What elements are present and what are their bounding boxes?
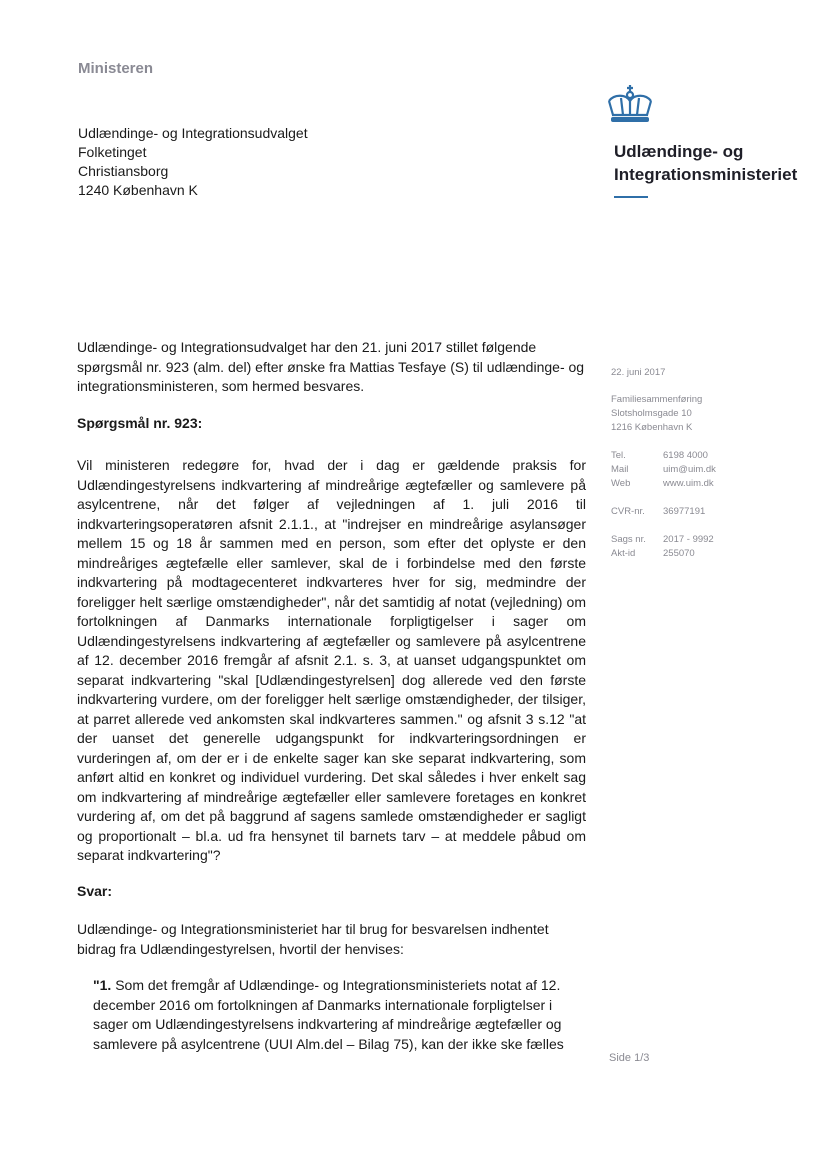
contact-info [611, 449, 716, 491]
recipient-line: 1240 København K [78, 182, 198, 198]
page-number: Side 1/3 [609, 1052, 650, 1064]
cvr-info [611, 505, 705, 519]
case-label: Sags nr. [611, 534, 646, 545]
ministry-accent-line [614, 196, 648, 198]
cvr-label: CVR-nr. [611, 506, 645, 517]
ministry-name [614, 140, 797, 186]
answer-heading: Svar: [77, 883, 113, 899]
intro-paragraph: Udlændinge- og Integrationsudvalget har den 21. juni 2017 stillet følgende spørgsmål nr. 923 (alm. del) efter ønske fra Mattias Tesfaye (S) til udlændinge- og integrationsministeren, som hermed besvares. [77, 339, 585, 394]
contact-row-mail [611, 463, 716, 477]
answer-paragraph: Udlændinge- og Integrationsministeriet har til brug for besvarelsen indhentet bidrag fra Udlændingestyrelsen, hvortil der henvises: [77, 921, 549, 957]
quote-text: Som det fremgår af Udlændinge- og Integrationsministeriets notat af 12. december 2016 om fortolkningen af Danmarks internationale forpligtelser i sager om Udlændingestyrelsens indkvartering af mindreårige ægtefæller og samlevere på asylcentrene (UUI Alm.del – Bilag 75), kan der ikke ske fælles [93, 977, 564, 1052]
website: www.uim.dk [663, 478, 714, 489]
crown-icon [602, 84, 658, 124]
quoted-contribution [93, 976, 575, 1054]
contact-label: Mail [611, 464, 629, 475]
act-id: 255070 [663, 548, 695, 559]
department-address [611, 393, 702, 435]
phone-number: 6198 4000 [663, 450, 708, 461]
question-text: Vil ministeren redegøre for, hvad der i dag er gældende praksis for Udlændingestyrelsens indkvartering af mindreårige ægtefæller og samlevere på asylcentrene, når det følger af vejledningen af 1. juli 2016 til indkvarteringsoperatøren afsnit 2.1.1., at "indrejser en mindreårige asylansøger mellem 15 og 18 år sammen med en person, som efter det oplyste er den mindreåriges ægtefælle eller samlever, skal de i forbindelse med den første indkvartering på modtagecenteret indkvarteres hver for sig, medmindre der foreligger helt særlige omstændigheder", når det samtidig af notat (vejledning) om fortolkningen af Danmarks internationale forpligtigelser i sager om Udlændingestyrelsens indkvartering af ægtefæller og samlevere på asylcentrene af 12. december 2016 fremgår af afsnit 2.1. s. 3, at uanset udgangspunktet om separat indkvartering "skal [Udlændingestyrelsen] dog allerede ved den første indkvartering vurdere, om der foreligger helt særlige omstændigheder, der tilsiger, at parret allerede ved ankomsten skal indkvarteres sammen." og afsnit 3 s.12 "at der uanset det generelle udgangspunkt for indkvarteringsordningen er vurderingen af, om der er i de enkelte sager kan ske separat indkvartering, som anført altid en konkret og individuel vurdering. Det skal således i hver enkelt sag om indkvartering af mindreårige ægtefæller eller samlevere foretages en konkret vurdering af, om det på baggrund af sagens samlede omstændigheder er sagligt og proportionalt – bl.a. ud fra hensynet til barnets tarv – at meddele påbud om separat indkvartering"? [77, 457, 586, 863]
department-line: Slotsholmsgade 10 [611, 408, 692, 419]
contact-label: Web [611, 478, 631, 489]
department-line: 1216 København K [611, 422, 693, 433]
letter-date: 22. juni 2017 [611, 367, 666, 378]
recipient-line: Christiansborg [78, 163, 169, 179]
recipient-line: Udlændinge- og Integrationsudvalget [78, 125, 308, 141]
case-number-row [611, 533, 714, 547]
recipient-line: Folketinget [78, 144, 147, 160]
sender-name: Ministeren [78, 60, 154, 77]
contact-row-phone [611, 449, 716, 463]
cvr-row [611, 505, 705, 519]
recipient-address [78, 124, 308, 200]
case-number: 2017 - 9992 [663, 534, 714, 545]
ministry-name-line: Integrationsministeriet [614, 165, 798, 184]
act-id-label: Akt-id [611, 548, 636, 559]
ministry-name-line: Udlændinge- og [614, 142, 744, 161]
case-info [611, 533, 714, 561]
act-id-row [611, 547, 714, 561]
contact-label: Tel. [611, 450, 626, 461]
cvr-number: 36977191 [663, 506, 706, 517]
department-line: Familiesammenføring [611, 394, 703, 405]
question-heading: Spørgsmål nr. 923: [77, 415, 203, 431]
contact-row-web [611, 477, 716, 491]
email-address: uim@uim.dk [663, 464, 716, 475]
quote-number: "1. [93, 977, 112, 993]
